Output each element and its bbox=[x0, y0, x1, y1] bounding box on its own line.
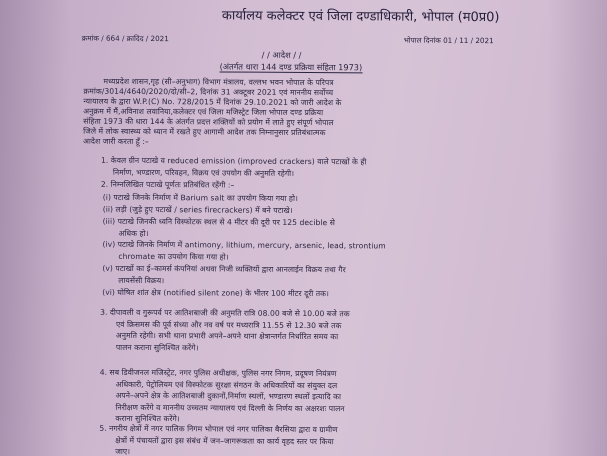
order-item-line: कराना सुनिश्चित करेंगे। bbox=[115, 413, 180, 424]
intro-line: संहिता 1973 की धारा 144 के अंतर्गत प्रदत्त शक्तियों को प्रयोग में लाते हुए संपूर्ण भोपाल bbox=[83, 116, 334, 128]
section-title: (अंतर्गत धारा 144 दण्ड प्रक्रिया संहिता 1973) bbox=[219, 61, 363, 73]
order-item-line: लायसेंसी विक्रय। bbox=[118, 275, 165, 285]
date-line: भोपाल दिनांक 01 / 11 / 2021 bbox=[403, 35, 494, 46]
order-item-line: अधिकारी, पेट्रोलियम एवं विस्फोटक सुरक्षा संगठन के अधिकारियों का संयुक्त दल bbox=[115, 379, 338, 390]
order-item-line: 4. सब डिवीजनल मजिस्ट्रेट, नगर पुलिस अधीक्षक, पुलिस नगर निगम, प्रदूषण नियंत्रण bbox=[99, 367, 337, 379]
order-item-line: (v) पटाखों का ई–कामर्स कंपनियां अथवा निजी व्यक्तियों द्वारा आनलाईन विक्रय तथा गैर bbox=[102, 263, 346, 275]
order-item-line: निर्माण, भण्डारण, परिवहन, विक्रय एवं उपयोग की अनुमति रहेगी। bbox=[112, 167, 295, 178]
order-sheet bbox=[61, 0, 554, 456]
order-item-line: (ii) लड़ी (जुड़े हुए पटाखें / series firecrackers) में बने पटाखे। bbox=[102, 204, 293, 215]
order-item-line: अधिक हो। bbox=[118, 228, 149, 238]
left-shadow bbox=[0, 0, 70, 456]
order-label: / / आदेश / / bbox=[261, 49, 302, 60]
ref-number: क्रमांक / 664 / क्रादिद / 2021 bbox=[81, 33, 169, 44]
order-item-line: निरीक्षण करेंगे व माननीय उच्चतम न्यायालय एवं दिल्ली के निर्णय का अक्षरशः पालन bbox=[115, 402, 345, 413]
order-item-line: 2. निम्नलिखित पटाखे पूर्णतः प्रतिबंधित रहेंगी :– bbox=[100, 179, 235, 190]
order-item-line: 1. केवल ग्रीन पटाखे व reduced emission (improved crackers) वाले पटाखों के ही bbox=[100, 155, 367, 167]
order-item-line: (i) पटाखे जिनके निर्माण में Barium salt का उपयोग किया गया हो। bbox=[102, 192, 298, 203]
order-item-line: 5. नगरीय क्षेत्रों में नगर पालिक निगम भोपाल एवं नगर पालिका बैरसिया द्वारा व ग्रामीण bbox=[99, 423, 338, 435]
order-item-line: क्षेत्रों में पंचायतों द्वारा इस संबंध में जन–जागरूकता का कार्य वृहद स्तर पर किया bbox=[115, 435, 334, 446]
order-item-line: (iii) पटाखे जिनकी ध्वनि विस्फोटक स्थल से 4 मीटर की दूरी पर 125 decible से bbox=[102, 216, 335, 228]
order-item-line: अपने–अपने क्षेत्र के आतिशबाजी दुकानों,निर्माण स्थलों, भण्डारण स्थलों इत्यादि का bbox=[115, 390, 342, 402]
intro-line: आदेश जारी करता हूँ :– bbox=[83, 136, 149, 147]
intro-line: अनुक्रम में मैं,अविनाश लवानिया,कलेक्टर एवं जिला मजिस्ट्रेट जिला भोपाल दण्ड प्रक्रिया bbox=[83, 106, 324, 118]
intro-line: जिले में लोक स्वास्थ्य को ध्यान में रखते हुए आगामी आदेश तक निम्नानुसार प्रतिबंधात्मक bbox=[83, 126, 326, 138]
order-item-line: (vi) घोषित शांत क्षेत्र (notified silent zone) के भीतर 100 मीटर दूरी तक। bbox=[102, 287, 330, 299]
intro-line: न्यायालय के द्वारा W.P.(C) No. 728/2015 में दिनांक 29.10.2021 को जारी आदेश के bbox=[83, 96, 342, 108]
order-item-line: chromate का उपयोग किया गया हो। bbox=[118, 251, 229, 262]
intro-line: मध्यप्रदेश शासन,गृह (सी–अनुभाग) विभाग मंत्रालय, वल्लभ भवन भोपाल के परिपत्र bbox=[103, 76, 334, 88]
order-item-line: 3. दीपावली व गुरूपर्व पर आतिशबाजी की अनुमति रात्रि 08.00 बजे से 10.00 बजे तक bbox=[100, 307, 350, 319]
right-shadow bbox=[547, 0, 607, 456]
order-item-line: अनुमति रहेगी। सभी थाना प्रभारी अपने–अपने थाना क्षेत्रान्तर्गत निर्धारित समय का bbox=[115, 330, 339, 342]
office-title: कार्यालय कलेक्टर एवं जिला दण्डाधिकारी, भोपाल (म0प्र0) bbox=[221, 8, 500, 26]
order-item-line: एवं क्रिसमस की पूर्व संध्या और नव वर्ष पर मध्यरात्रि 11.55 से 12.30 बजे तक bbox=[115, 319, 342, 330]
order-item-line: (iv) पटाखे जिनके निर्माण में antimony, lithium, mercury, arsenic, lead, strontium bbox=[102, 239, 386, 251]
order-item-line: पालन कराना सुनिश्चित करेंगे। bbox=[115, 342, 199, 352]
intro-line: क्रमांक/3014/4640/2020/दो/सी–2, दिनांक 31 अक्टूबर 2021 एवं माननीय सर्वोच्च bbox=[83, 86, 334, 98]
order-item-line: जाए। bbox=[115, 446, 131, 456]
